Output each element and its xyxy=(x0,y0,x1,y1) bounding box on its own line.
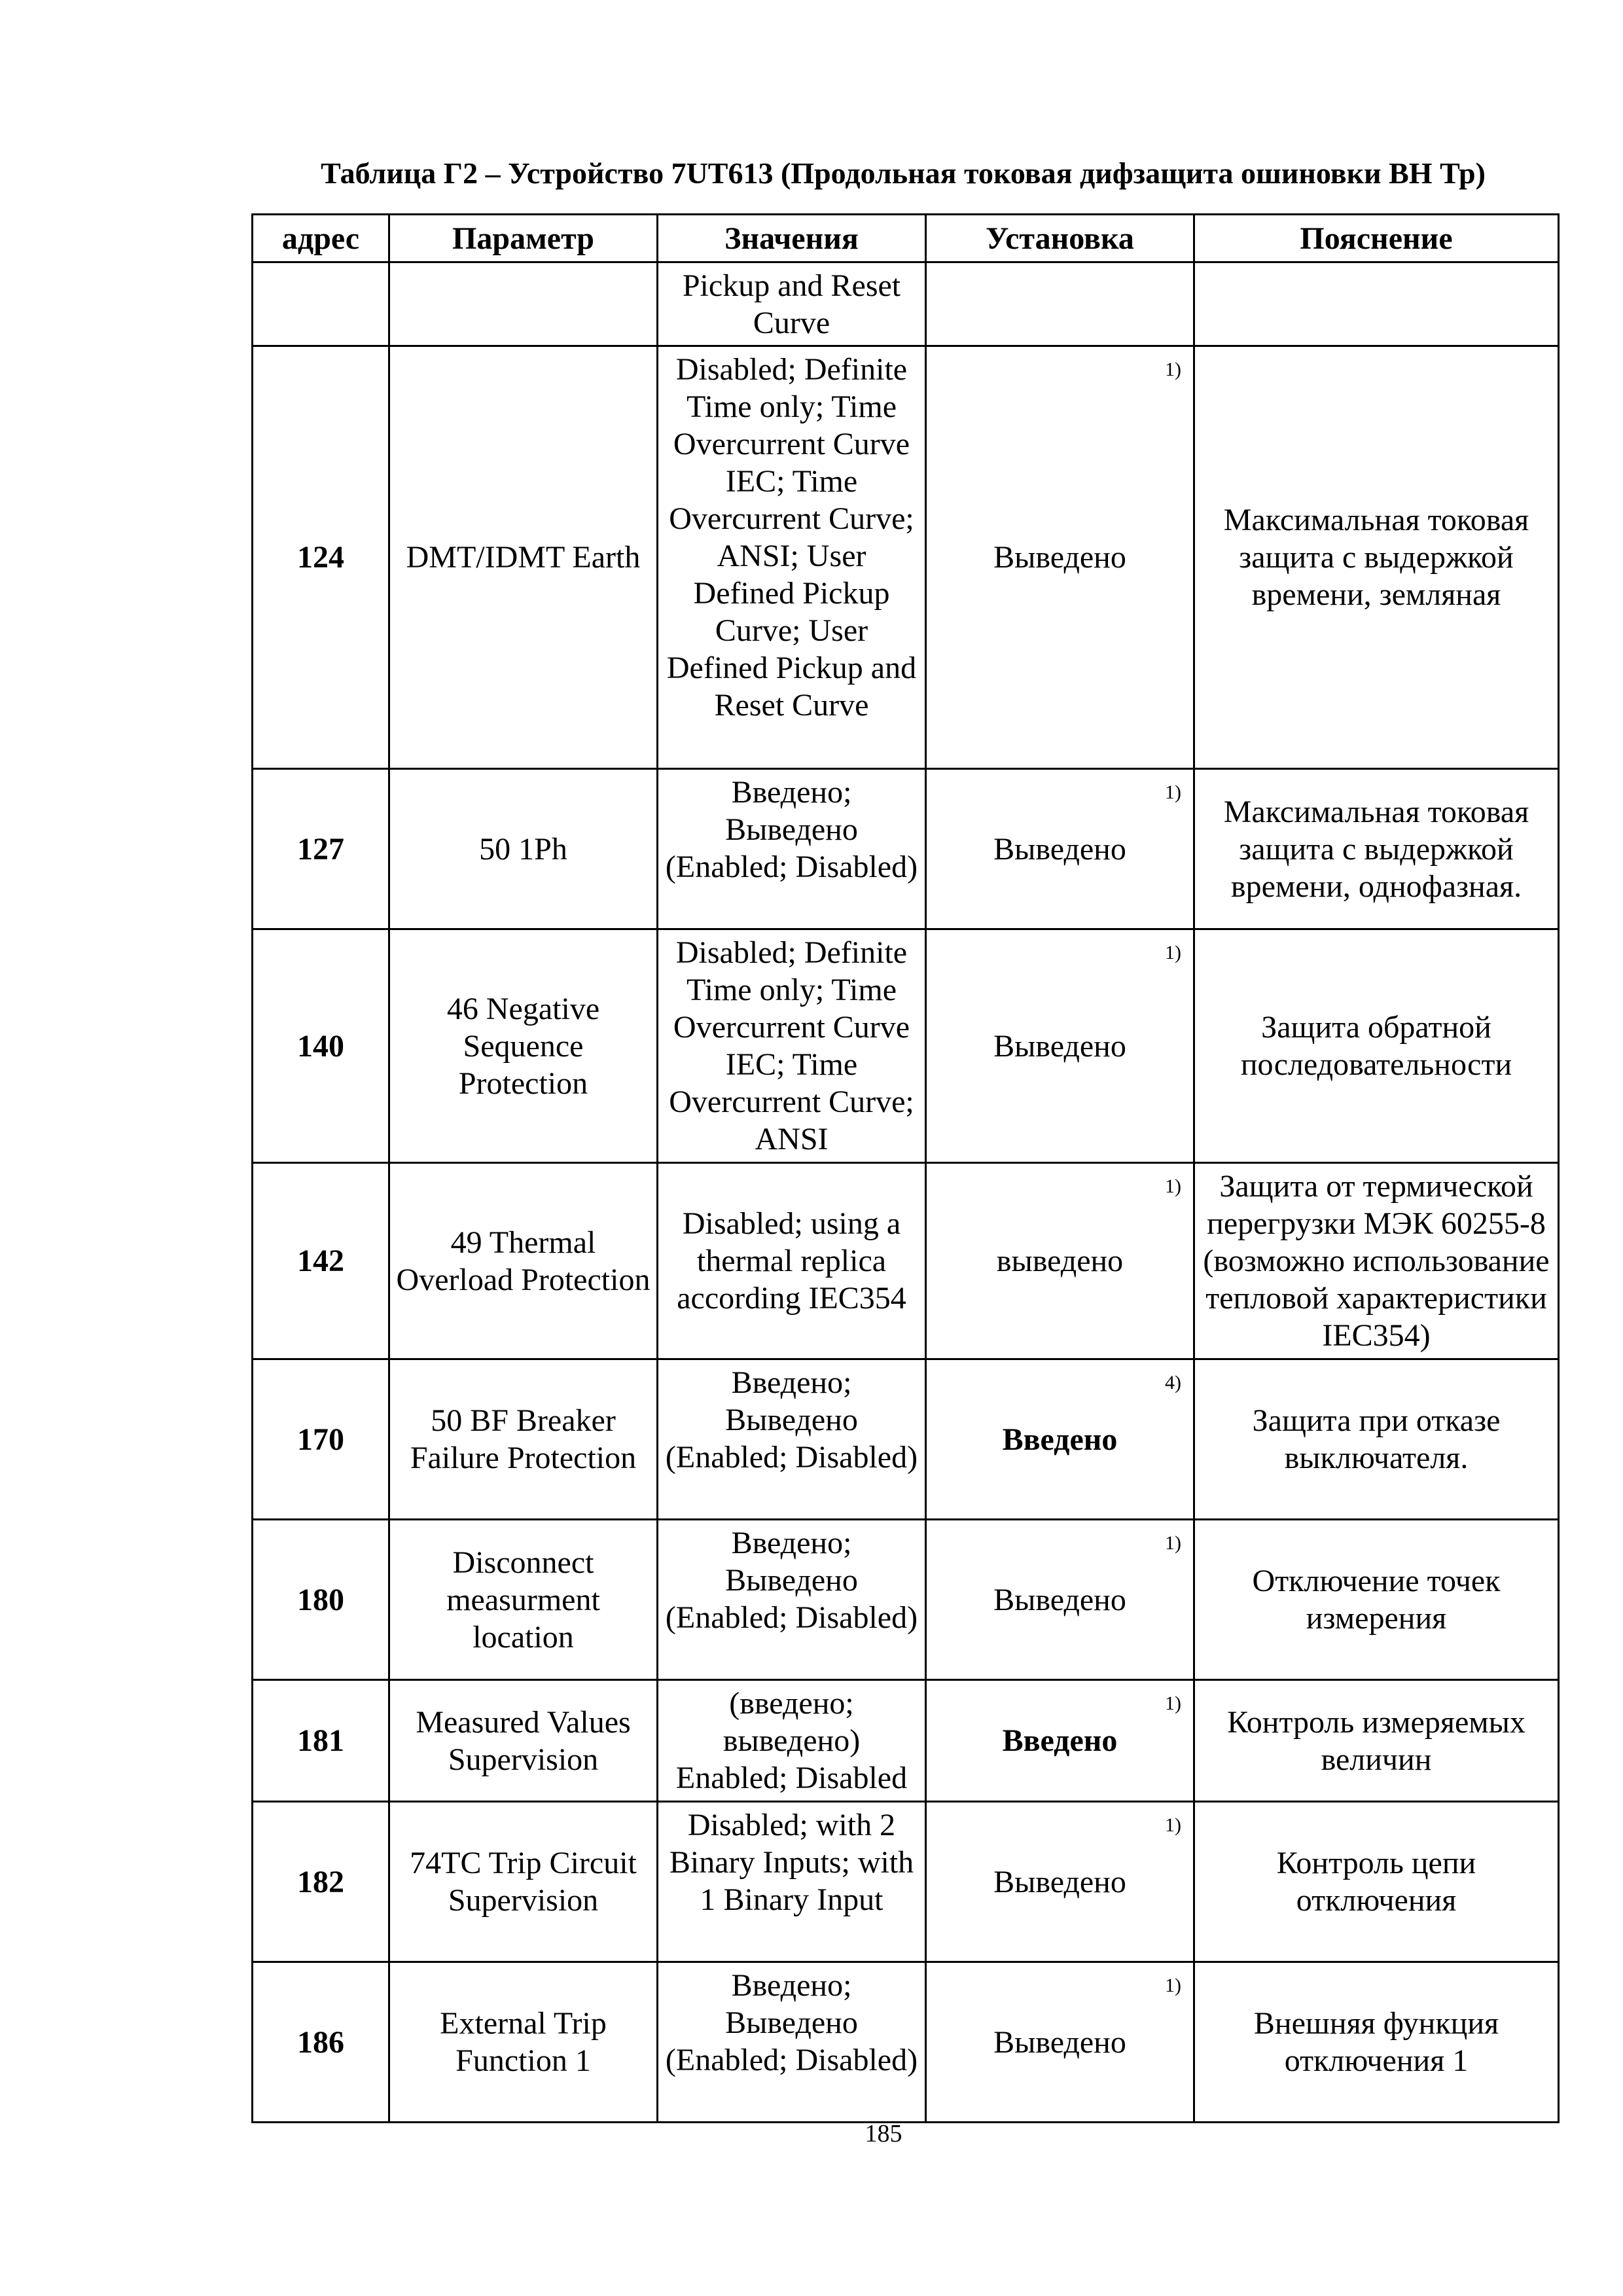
row-values: Введено; Выведено (Enabled; Disabled) xyxy=(658,1359,926,1520)
row-address: 180 xyxy=(253,1520,389,1680)
row-values: Disabled; Definite Time only; Time Overcurrent Curve IEC; Time Overcurrent Curve; ANSI xyxy=(658,929,926,1163)
row-setting xyxy=(926,1962,1194,2123)
table-header-row xyxy=(253,215,1559,262)
row-values: (введено; выведено) Enabled; Disabled xyxy=(658,1680,926,1802)
table-row xyxy=(253,346,1559,769)
row-parameter xyxy=(389,262,658,346)
setting-value: Выведено xyxy=(993,1864,1126,1899)
setting-value: Выведено xyxy=(993,831,1126,867)
row-explanation: Контроль цепи отключения xyxy=(1194,1802,1559,1962)
row-parameter: Measured Values Supervision xyxy=(389,1680,658,1802)
footnote-mark: 1) xyxy=(1165,1532,1181,1554)
row-setting xyxy=(926,1359,1194,1520)
table-row xyxy=(253,1962,1559,2123)
row-parameter: Disconnect measurment location xyxy=(389,1520,658,1680)
row-setting xyxy=(926,262,1194,346)
table-row xyxy=(253,769,1559,929)
row-address: 140 xyxy=(253,929,389,1163)
row-parameter: 50 1Ph xyxy=(389,769,658,929)
row-setting xyxy=(926,1680,1194,1802)
table-row xyxy=(253,1520,1559,1680)
row-explanation: Максимальная токовая защита с выдержкой времени, однофазная. xyxy=(1194,769,1559,929)
header-setting: Установка xyxy=(926,215,1194,262)
row-address: 170 xyxy=(253,1359,389,1520)
header-values: Значения xyxy=(658,215,926,262)
setting-value: Выведено xyxy=(993,2024,1126,2060)
row-values: Pickup and Reset Curve xyxy=(658,262,926,346)
setting-value: Выведено xyxy=(993,1028,1126,1064)
setting-value: Введено xyxy=(1002,1723,1118,1758)
page-number: 185 xyxy=(865,2120,902,2147)
row-values: Disabled; Definite Time only; Time Overcurrent Curve IEC; Time Overcurrent Curve; ANSI; User Defined Pickup Curve; User Defined Pickup and Reset Curve xyxy=(658,346,926,769)
row-address: 186 xyxy=(253,1962,389,2123)
row-address: 181 xyxy=(253,1680,389,1802)
row-address: 182 xyxy=(253,1802,389,1962)
row-setting xyxy=(926,1520,1194,1680)
row-setting xyxy=(926,769,1194,929)
header-parameter: Параметр xyxy=(389,215,658,262)
footnote-mark: 1) xyxy=(1165,781,1181,803)
row-address xyxy=(253,262,389,346)
row-address: 124 xyxy=(253,346,389,769)
row-explanation xyxy=(1194,262,1559,346)
row-parameter: 50 BF Breaker Failure Protection xyxy=(389,1359,658,1520)
row-parameter: DMT/IDMT Earth xyxy=(389,346,658,769)
footnote-mark: 1) xyxy=(1165,1175,1181,1197)
row-parameter: 49 Thermal Overload Protection xyxy=(389,1163,658,1359)
setting-value: Введено xyxy=(1002,1422,1118,1457)
table-row xyxy=(253,1359,1559,1520)
settings-table xyxy=(251,213,1560,2123)
header-explanation: Пояснение xyxy=(1194,215,1559,262)
row-setting xyxy=(926,1163,1194,1359)
row-explanation: Защита при отказе выключателя. xyxy=(1194,1359,1559,1520)
row-explanation: Отключение точек измерения xyxy=(1194,1520,1559,1680)
row-values: Введено; Выведено (Enabled; Disabled) xyxy=(658,1962,926,2123)
row-parameter: 46 Negative Sequence Protection xyxy=(389,929,658,1163)
footnote-mark: 1) xyxy=(1165,1693,1181,1714)
row-explanation: Контроль измеряемых величин xyxy=(1194,1680,1559,1802)
row-values: Disabled; with 2 Binary Inputs; with 1 Binary Input xyxy=(658,1802,926,1962)
table-row xyxy=(253,1802,1559,1962)
row-explanation: Внешняя функция отключения 1 xyxy=(1194,1962,1559,2123)
row-explanation: Защита обратной последовательности xyxy=(1194,929,1559,1163)
table-caption: Таблица Г2 – Устройство 7UT613 (Продольная токовая дифзащита ошиновки ВН Тр) xyxy=(321,156,1486,190)
table-row xyxy=(253,929,1559,1163)
setting-value: выведено xyxy=(996,1244,1124,1278)
row-address: 142 xyxy=(253,1163,389,1359)
row-values: Введено; Выведено (Enabled; Disabled) xyxy=(658,769,926,929)
row-address: 127 xyxy=(253,769,389,929)
row-explanation: Максимальная токовая защита с выдержкой времени, земляная xyxy=(1194,346,1559,769)
table-row xyxy=(253,1163,1559,1359)
row-values: Disabled; using a thermal replica according IEC354 xyxy=(658,1163,926,1359)
footnote-mark: 1) xyxy=(1165,942,1181,963)
setting-value: Выведено xyxy=(993,540,1126,575)
footnote-mark: 4) xyxy=(1165,1372,1181,1393)
row-parameter: External Trip Function 1 xyxy=(389,1962,658,2123)
row-parameter: 74TC Trip Circuit Supervision xyxy=(389,1802,658,1962)
row-setting xyxy=(926,929,1194,1163)
row-explanation: Защита от термической перегрузки МЭК 60255-8 (возможно использование тепловой характеристики IEC354) xyxy=(1194,1163,1559,1359)
row-setting xyxy=(926,1802,1194,1962)
row-setting xyxy=(926,346,1194,769)
footnote-mark: 1) xyxy=(1165,359,1181,380)
header-address: адрес xyxy=(253,215,389,262)
table-row xyxy=(253,1680,1559,1802)
row-values: Введено; Выведено (Enabled; Disabled) xyxy=(658,1520,926,1680)
footnote-mark: 1) xyxy=(1165,1975,1181,1996)
setting-value: Выведено xyxy=(993,1582,1126,1617)
footnote-mark: 1) xyxy=(1165,1814,1181,1836)
table-row xyxy=(253,262,1559,346)
